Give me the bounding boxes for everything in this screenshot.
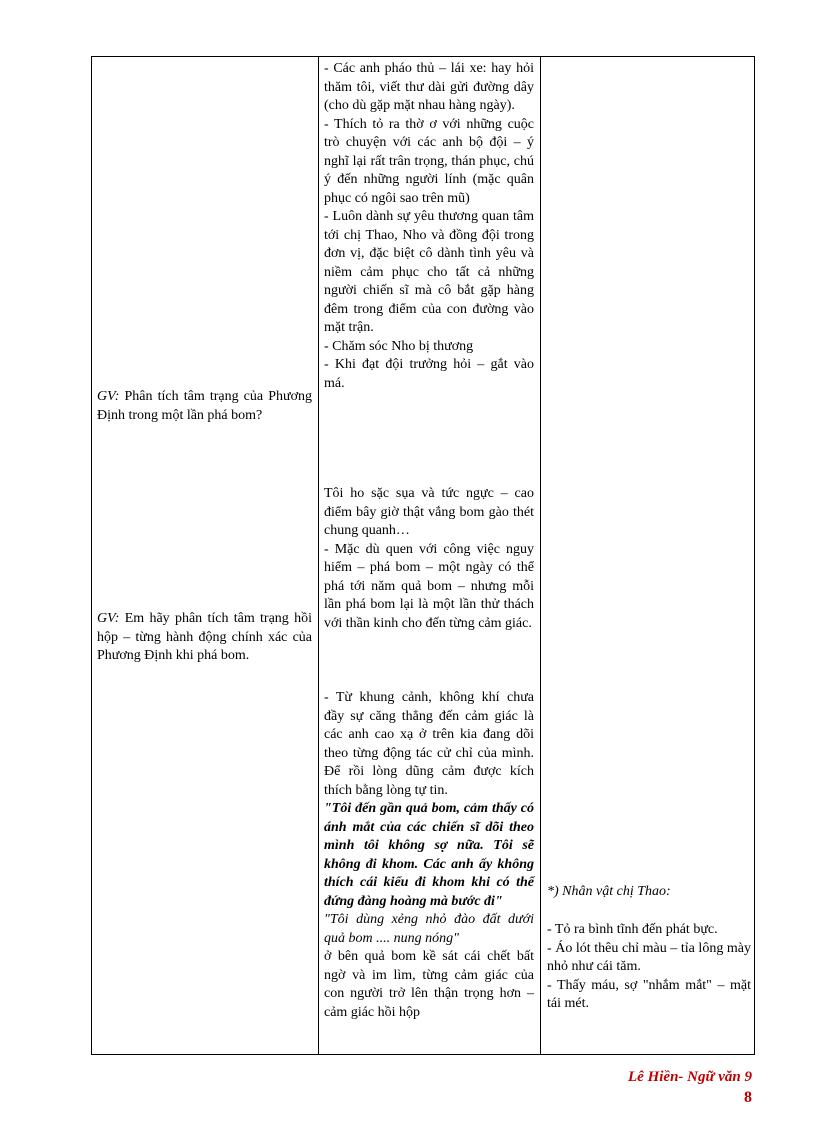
table-row <box>92 57 755 1055</box>
notes-column <box>541 57 755 1055</box>
content-paragraph: ở bên quả bom kề sát cái chết bất ngờ và im lìm, từng cảm giác của con người trở lên thận trọng hơn – cảm giác hồi hộp <box>324 949 534 1020</box>
note-line: - Thấy máu, sợ "nhắm mắt" – mặt tái mét. <box>547 977 751 1011</box>
content-paragraph: - Thích tỏ ra thờ ơ với những cuộc trò chuyện với các anh bộ đội – ý nghĩ lại rất trân trọng, thán phục, chú ý đến những người lính (mặc quân phục có ngôi sao trên mũ) <box>324 116 534 206</box>
note-line: - Tỏ ra bình tĩnh đến phát bực. <box>547 922 718 937</box>
content-column <box>319 57 541 1055</box>
content-paragraph: - Chăm sóc Nho bị thương <box>324 338 474 354</box>
question-2-prefix: GV: <box>97 611 120 626</box>
quote-2: "Tôi dùng xẻng nhỏ đào đất dưới quả bom .... nung nóng" <box>324 912 534 946</box>
content-paragraph: - Từ khung cảnh, không khí chưa đầy sự căng thẳng đến cảm giác là các anh cao xạ ở trên kia đang dõi theo từng động tác cử chỉ của mình. Để rồi lòng dũng cảm được kích thích bằng lòng tự tin. <box>324 690 534 798</box>
lesson-table <box>91 56 755 1055</box>
content-paragraph: - Mặc dù quen với công việc nguy hiểm – phá bom – một ngày có thể phá tới năm quả bom – nhưng mỗi lần phá bom lại là một lần thử thách với thần kinh cho đến từng cảm giác. <box>324 541 534 631</box>
note-line: - Áo lót thêu chỉ màu – tỉa lông mày nhỏ như cái tăm. <box>547 940 751 974</box>
quote-1: "Tôi đến gần quả bom, cảm thấy có ánh mắt của các chiến sĩ dõi theo mình tôi không sợ nữa. Tôi sẽ không đi khom. Các anh ấy không thích cái kiểu đi khom khi có thể đứng đàng hoàng mà bước đi" <box>324 801 534 909</box>
question-1-prefix: GV: <box>97 389 120 404</box>
content-block-2 <box>324 485 534 633</box>
content-block-1 <box>324 60 534 393</box>
page-number: 8 <box>744 1089 752 1106</box>
question-2 <box>97 610 312 666</box>
character-heading: *) Nhân vật chị Thao: <box>547 884 671 899</box>
content-paragraph: - Các anh pháo thủ – lái xe: hay hỏi thăm tôi, viết thư dài gửi đường dây (cho dù gặp mặt nhau hàng ngày). <box>324 61 534 113</box>
content-block-3 <box>324 689 534 1022</box>
question-1-text: Phân tích tâm trạng của Phương Định trong một lần phá bom? <box>97 389 312 423</box>
teacher-questions-column <box>92 57 319 1055</box>
question-2-text: Em hãy phân tích tâm trạng hồi hộp – từng hành động chính xác của Phương Định khi phá bom. <box>97 611 312 663</box>
character-notes <box>547 921 751 1014</box>
content-paragraph: - Luôn dành sự yêu thương quan tâm tới chị Thao, Nho và đồng đội trong đơn vị, đặc biệt cô dành tình yêu và niềm cảm phục cho tất cả những người chiến sĩ mà cô bắt gặp hàng đêm trong điểm của con đường vào mặt trận. <box>324 209 534 335</box>
content-paragraph: Tôi ho sặc sụa và tức ngực – cao điểm bây giờ thật vắng bom gào thét chung quanh… <box>324 486 534 538</box>
content-paragraph: - Khi đạt đội trưởng hỏi – gắt vào má. <box>324 357 534 391</box>
footer-author: Lê Hiền- Ngữ văn 9 <box>628 1069 752 1085</box>
question-1 <box>97 388 312 425</box>
